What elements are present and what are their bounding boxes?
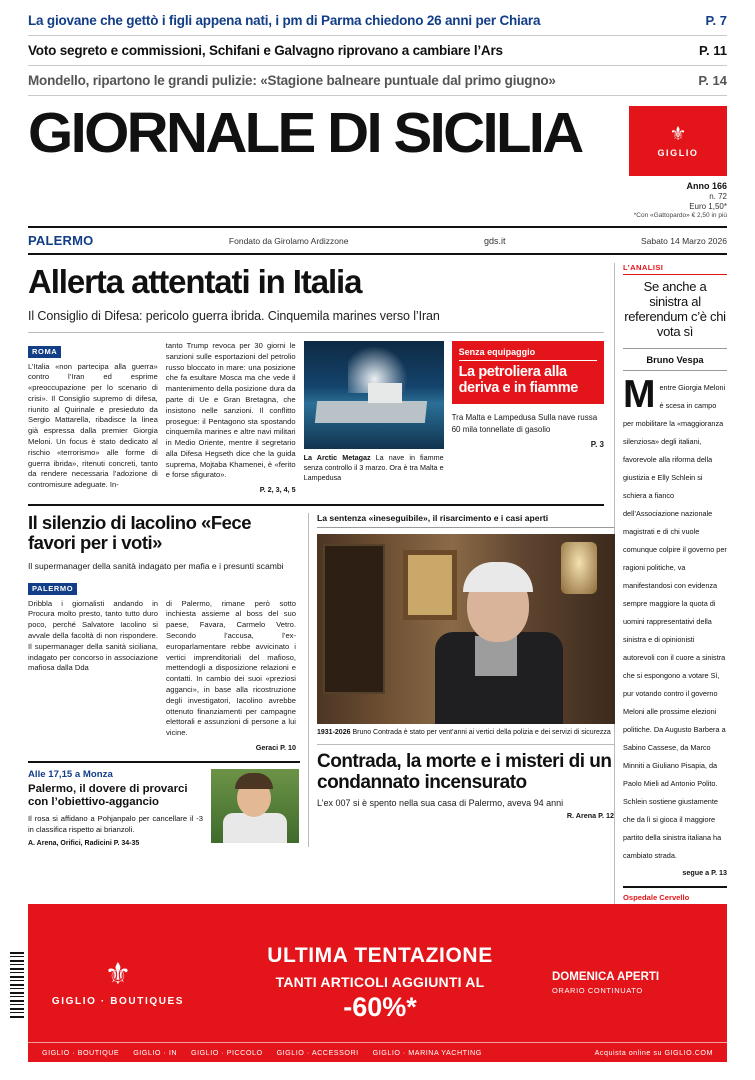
ship-caption-bold: La Arctic Metagaz xyxy=(303,453,371,463)
ad-store-item[interactable]: GIGLIO · IN xyxy=(133,1048,178,1057)
person-shirt-shape xyxy=(475,636,517,676)
red-box-kicker: Senza equipaggio xyxy=(459,347,597,361)
ship-superstructure-shape xyxy=(368,383,402,403)
contrada-byline: R. Arena P. 12 xyxy=(566,811,614,821)
ad-continuous-hours: ORARIO CONTINUATO xyxy=(552,986,643,995)
iacolino-text-a: Dribbla i giornalisti andando in Procura molto presto, tanto tutto duro poco, perché Salvatore Iacolino si avvale della facoltà di non rispondere. Il supermanager della sanità siciliana, indagato per concorso in associazione mafiosa dalla Dda xyxy=(28,598,158,673)
analysis-column xyxy=(614,263,727,947)
info-bar xyxy=(28,226,727,255)
red-box-page: P. 3 xyxy=(590,439,604,449)
analysis-dropcap: M xyxy=(623,372,656,416)
iacolino-col-b xyxy=(166,599,296,752)
sport-headline: Palermo, il dovere di provarci con l’obiettivo-aggancio xyxy=(28,782,188,808)
ad-title: ULTIMA TENTAZIONE xyxy=(267,943,493,967)
analysis-kicker: L’ANALISI xyxy=(623,263,727,275)
teaser-bar xyxy=(0,0,755,96)
ad-message xyxy=(208,904,552,1062)
iacolino-subhead: Il supermanager della sanità indagato per mafia e i presunti scambi xyxy=(28,560,284,571)
teaser-page: P. 11 xyxy=(699,43,727,58)
giglio-logo-text: GIGLIO xyxy=(657,147,699,158)
ship-photo xyxy=(304,341,444,449)
ad-store-item[interactable]: GIGLIO · ACCESSORI xyxy=(276,1048,359,1057)
founder-note: Fondato da Girolamo Ardizzone xyxy=(228,235,349,246)
masthead-meta xyxy=(615,181,727,220)
red-box-top xyxy=(452,341,604,404)
teaser-page: P. 7 xyxy=(705,13,727,28)
red-box-title: La petroliera alla deriva e in fiamme xyxy=(458,364,578,396)
masthead-right xyxy=(615,106,727,220)
player-body-shape xyxy=(223,813,287,843)
lead-column-b xyxy=(166,341,296,494)
contrada-caption-text: Bruno Contrada è stato per vent’anni ai vertici della polizia e dei servizi di sicurezza xyxy=(352,729,611,737)
masthead xyxy=(0,96,755,220)
iacolino-article xyxy=(28,513,300,847)
analysis-continuation: segue a P. 13 xyxy=(682,867,727,877)
sport-body: Il rosa si affidano a Pohjanpalo per cancellare il -3 in classifica rispetto ai brianzoli. xyxy=(28,813,203,834)
fleur-de-lis-icon: ⚜ xyxy=(669,123,687,145)
ad-store-item[interactable]: GIGLIO · BOUTIQUE xyxy=(42,1048,120,1057)
ad-store-item[interactable]: GIGLIO · PICCOLO xyxy=(191,1048,263,1057)
lead-kicker: ROMA xyxy=(28,346,61,358)
contrada-caption-years: 1931-2026 xyxy=(317,729,351,737)
ad-logo-text: GIGLIO · BOUTIQUES xyxy=(51,995,185,1007)
person-hair-shape xyxy=(463,562,533,592)
analysis-title[interactable]: Se anche a sinistra al referendum c’è chi vota sì xyxy=(624,279,726,339)
ad-footnote: *esclusa serie continuativi xyxy=(735,857,741,922)
lead-headline[interactable]: Allerta attentati in Italia xyxy=(28,263,362,301)
teaser-text: Voto segreto e commissioni, Schifani e Galvagno riprovano a cambiare l’Ars xyxy=(28,43,503,58)
contrada-headline[interactable]: Contrada, la morte e i misteri di un condannato incensurato xyxy=(317,744,614,793)
sport-kicker: Alle 17,15 a Monza xyxy=(28,768,113,780)
palermo-sport-box[interactable] xyxy=(28,761,300,847)
giglio-logo[interactable] xyxy=(629,106,727,176)
ship-hull-shape xyxy=(314,401,426,423)
red-box-undertext: Tra Malta e Lampedusa Sulla nave russa 60 mila tonnellate di gasolio xyxy=(451,413,598,434)
teaser-page: P. 14 xyxy=(698,73,727,88)
analysis-body: entre Giorgia Meloni è scesa in campo per mobilitare la «maggioranza silenziosa» degli italiani, favorevole alla riforma della giustizia e Elly Schlein si schiera a fianco dell’Associazione nazionale magistrati e di chi vuole comunque colpire il governo per ragioni politiche, va manifestandosi con evidenza sempre maggiore la quota di uomini rappresentativi della sinistra e di opinionisti autorevoli con il cuore a sinistra che si espongono a votare Sì, pur votando contro il governo Meloni alle prossime elezioni politiche. Da Augusto Barbera a Sabino Cassese, da Marco Minniti a Giuliano Pisapia, da Paolo Mieli ad Antonio Polito. Schlein sostiene giustamente che da lì si gioca il maggiore partito della sinistra italiana ha cambiato strada. xyxy=(623,382,727,860)
lead-page-refs: P. 2, 3, 4, 5 xyxy=(259,485,296,495)
iacolino-col-a xyxy=(28,599,158,752)
contrada-article xyxy=(308,513,614,847)
iacolino-text-b: di Palermo, rimane però sotto inchiesta assieme al boss del suo paese, Favara, Carmelo Vetro. Secondo l’accusa, l’ex-europarlamentare rebbe avvicinato i vertici imprenditoriali del mafioso, mettendogli a disposizione relazioni e contatti. In cambio dei suoi «preziosi agganci», in base alla ricostruzione degli investigatori, Iacolino avrebbe ottenuto finanziamenti per campagne elettorali e assunzioni di persone a lui vicine. xyxy=(166,598,296,738)
contrada-subhead: L’ex 007 si è spento nella sua casa di Palermo, aveva 94 anni xyxy=(317,798,564,809)
lead-body xyxy=(28,341,604,494)
teaser-item[interactable] xyxy=(28,66,727,96)
sport-byline: A. Arena, Orifici, Radicini P. 34-35 xyxy=(28,839,140,847)
photo-door-shape xyxy=(323,544,385,694)
ship-caption-text: La nave in fiamme senza controllo il 3 marzo. Ora è tra Malta e Lampedusa xyxy=(303,453,444,482)
ad-store-bar xyxy=(28,1042,727,1062)
contrada-photo xyxy=(317,534,615,724)
ad-logo-block xyxy=(28,904,208,1062)
player-hair-shape xyxy=(235,773,273,789)
ad-store-item[interactable]: GIGLIO · MARINA YACHTING xyxy=(372,1048,482,1057)
contrada-photo-caption xyxy=(317,728,614,738)
analysis-author: Bruno Vespa xyxy=(623,348,727,371)
ad-hours xyxy=(552,904,727,1062)
teaser-text: Mondello, ripartono le grandi pulizie: «Stagione balneare puntuale dal primo giugno» xyxy=(28,73,556,88)
iacolino-kicker: PALERMO xyxy=(28,583,77,595)
analysis-body-wrap xyxy=(623,372,727,863)
issue-date: Sabato 14 Marzo 2026 xyxy=(640,235,727,246)
ospedale-kicker: Ospedale Cervello xyxy=(623,893,727,905)
numero-label: n. 72 xyxy=(709,192,727,202)
lead-text-a: L’Italia «non partecipa alla guerra» contro l’Iran ed esprime «preoccupazione per lo scenario di crisi». Il Consiglio supremo di difesa, riunito al Quirinale e presieduto da Sergio Mattarella, ribadisce la linea già espressa dalla premier Giorgia Meloni. Un focus è stato dedicato al rischio «terrorismo» alle forme di guerra ibrida», ritenuti concreti, tanto da rendere necessaria l’adozione di contromisure adeguate. In- xyxy=(28,361,158,490)
price-note: *Con «Gattopardo» € 2,50 in più xyxy=(633,212,727,220)
iacolino-headline[interactable]: Il silenzio di Iacolino «Fece favori per i voti» xyxy=(28,512,251,553)
iacolino-byline: Geraci P. 10 xyxy=(255,742,296,752)
middle-row xyxy=(28,504,614,847)
ship-photo-caption xyxy=(304,453,444,483)
contrada-kicker: La sentenza «ineseguibile», il risarcimento e i casi aperti xyxy=(317,513,614,528)
ship-photo-block xyxy=(304,341,444,494)
ad-online-shop-link[interactable]: Acquista online su GIGLIO.COM xyxy=(594,1048,713,1057)
red-highlight-box[interactable] xyxy=(452,341,604,494)
fleur-de-lis-icon: ⚜ xyxy=(104,957,132,991)
ad-open-sunday: DOMENICA APERTI xyxy=(552,971,660,983)
edition-city: PALERMO xyxy=(28,233,94,249)
teaser-item[interactable] xyxy=(28,6,727,36)
sport-photo xyxy=(211,769,299,843)
ad-discount: -60%* xyxy=(343,991,417,1022)
left-columns xyxy=(28,263,614,947)
photo-person-shape xyxy=(427,562,577,724)
lead-text-b: tanto Trump revoca per 30 giorni le sanzioni sulle esportazioni del petrolio russo bloccato in mare: una posizione che fa esultare Mosca ma che vede il mantenimento della posizione dura da parte di Ue e Gran Bretagna, che insistono nelle sanzioni. Il conflitto prosegue: il Pentagono sta spostando cinquemila marines e altre navi militari in Medio Oriente, mentre il segretario alla Difesa Hegseth dice che la guida suprema, Mojtaba Khamenei, è «ferito e forse sfigurato». xyxy=(165,341,296,480)
anno-label: Anno 166 xyxy=(686,181,727,191)
teaser-text: La giovane che gettò i figli appena nati, i pm di Parma chiedono 26 anni per Chiara xyxy=(28,13,541,28)
newspaper-title: GIORNALE DI SICILIA xyxy=(28,101,582,165)
website-label[interactable]: gds.it xyxy=(483,235,506,246)
red-box-under xyxy=(452,412,604,450)
sport-text-block xyxy=(28,769,203,847)
lead-subhead: Il Consiglio di Difesa: pericolo guerra ibrida. Cinquemila marines verso l’Iran xyxy=(28,309,604,333)
main-content xyxy=(0,263,755,947)
ad-subtitle: TANTI ARTICOLI AGGIUNTI AL xyxy=(275,973,485,990)
iacolino-columns xyxy=(28,599,300,752)
price-label: Euro 1,50* xyxy=(689,202,727,212)
barcode xyxy=(10,952,24,1018)
lead-column-a xyxy=(28,341,158,494)
teaser-item[interactable] xyxy=(28,36,727,66)
